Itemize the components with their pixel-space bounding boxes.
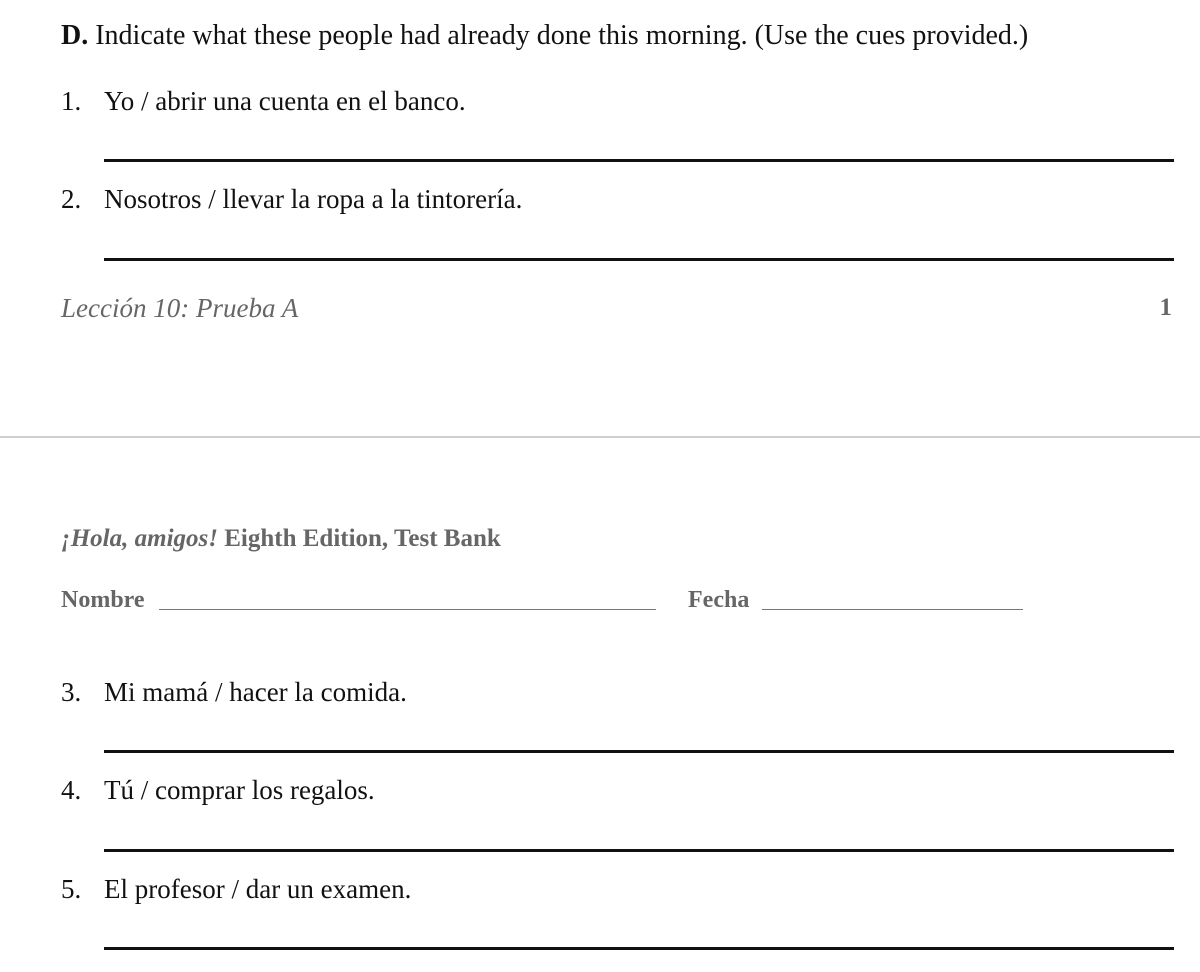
answer-line[interactable] [104,258,1174,261]
name-label: Nombre [61,587,145,613]
book-edition: Eighth Edition, Test Bank [224,525,501,552]
question-text: El profesor / dar un examen. [104,874,412,904]
header-book [61,522,501,556]
question-text: Tú / comprar los regalos. [104,775,375,805]
instruction-text: Indicate what these people had already done this morning. (Use the cues provided.) [95,20,1029,51]
answer-line[interactable] [104,159,1174,162]
name-field[interactable] [159,609,656,610]
instruction-heading [61,18,1028,54]
question-number: 1. [61,86,82,116]
question-text: Mi mamá / hacer la comida. [104,677,407,707]
answer-line[interactable] [104,750,1174,753]
date-label: Fecha [688,587,750,613]
book-title: ¡Hola, amigos! [61,525,218,552]
question-number: 3. [61,677,82,707]
page-divider [0,436,1200,438]
question-number: 4. [61,775,82,805]
date-field[interactable] [762,609,1023,610]
question-number: 2. [61,184,82,214]
footer-lesson: Lección 10: Prueba A [61,293,299,323]
section-letter: D. [61,20,89,51]
question-number: 5. [61,874,82,904]
footer-page-number: 1 [1159,294,1172,321]
answer-line[interactable] [104,947,1174,950]
question-text: Nosotros / llevar la ropa a la tintorería. [104,184,523,214]
question-text: Yo / abrir una cuenta en el banco. [104,86,466,116]
answer-line[interactable] [104,849,1174,852]
